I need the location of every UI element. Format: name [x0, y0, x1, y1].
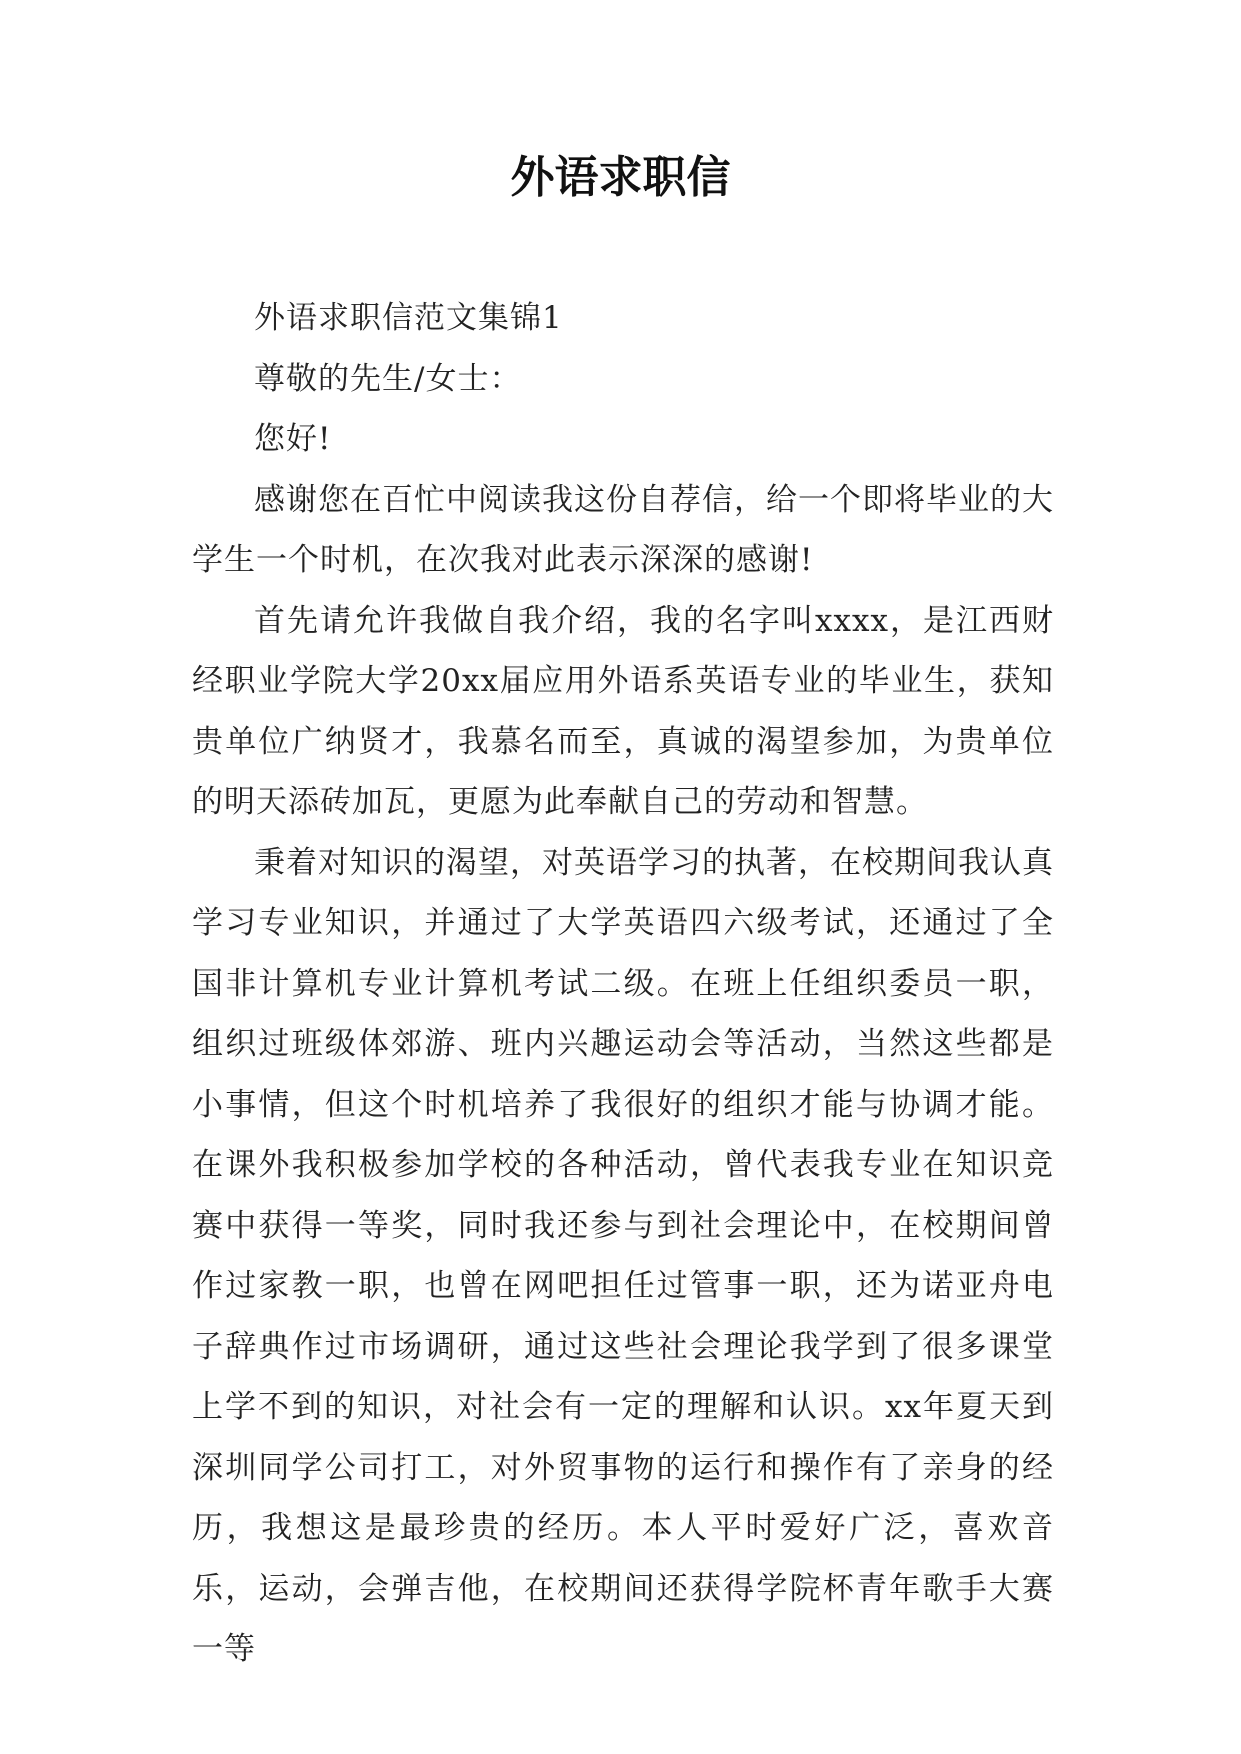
- paragraph-introduction: 首先请允许我做自我介绍，我的名字叫xxxx，是江西财经职业学院大学20xx届应用外语系英语专业的毕业生，获知贵单位广纳贤才，我慕名而至，真诚的渴望参加，为贵单位的明天添砖加瓦，更愿为此奉献自己的劳动和智慧。: [192, 602, 1054, 820]
- paragraph-thanks: 感谢您在百忙中阅读我这份自荐信，给一个即将毕业的大学生一个时机，在次我对此表示深深的感谢!: [192, 481, 1054, 578]
- paragraph-heading: 外语求职信范文集锦1: [254, 300, 563, 336]
- paragraph-greeting: 您好!: [254, 421, 332, 457]
- document-title: 外语求职信: [510, 152, 731, 203]
- paragraph-salutation: 尊敬的先生/女士：: [254, 360, 522, 397]
- paragraph-experience: 秉着对知识的渴望，对英语学习的执著，在校期间我认真学习专业知识，并通过了大学英语四六级考试，还通过了全国非计算机专业计算机考试二级。在班上任组织委员一职，组织过班级体郊游、班内兴趣运动会等活动，当然这些都是小事情，但这个时机培养了我很好的组织才能与协调才能。在课外我积极参加学校的各种活动，曾代表我专业在知识竞赛中获得一等奖，同时我还参与到社会理论中，在校期间曾作过家教一职，也曾在网吧担任过管事一职，还为诺亚舟电子辞典作过市场调研，通过这些社会理论我学到了很多课堂上学不到的知识，对社会有一定的理解和认识。xx年夏天到深圳同学公司打工，对外贸事物的运行和操作有了亲身的经历，我想这是最珍贵的经历。本人平时爱好广泛，喜欢音乐，运动，会弹吉他，在校期间还获得学院杯青年歌手大赛一等: [192, 844, 1054, 1667]
- document-body: [192, 288, 1054, 1680]
